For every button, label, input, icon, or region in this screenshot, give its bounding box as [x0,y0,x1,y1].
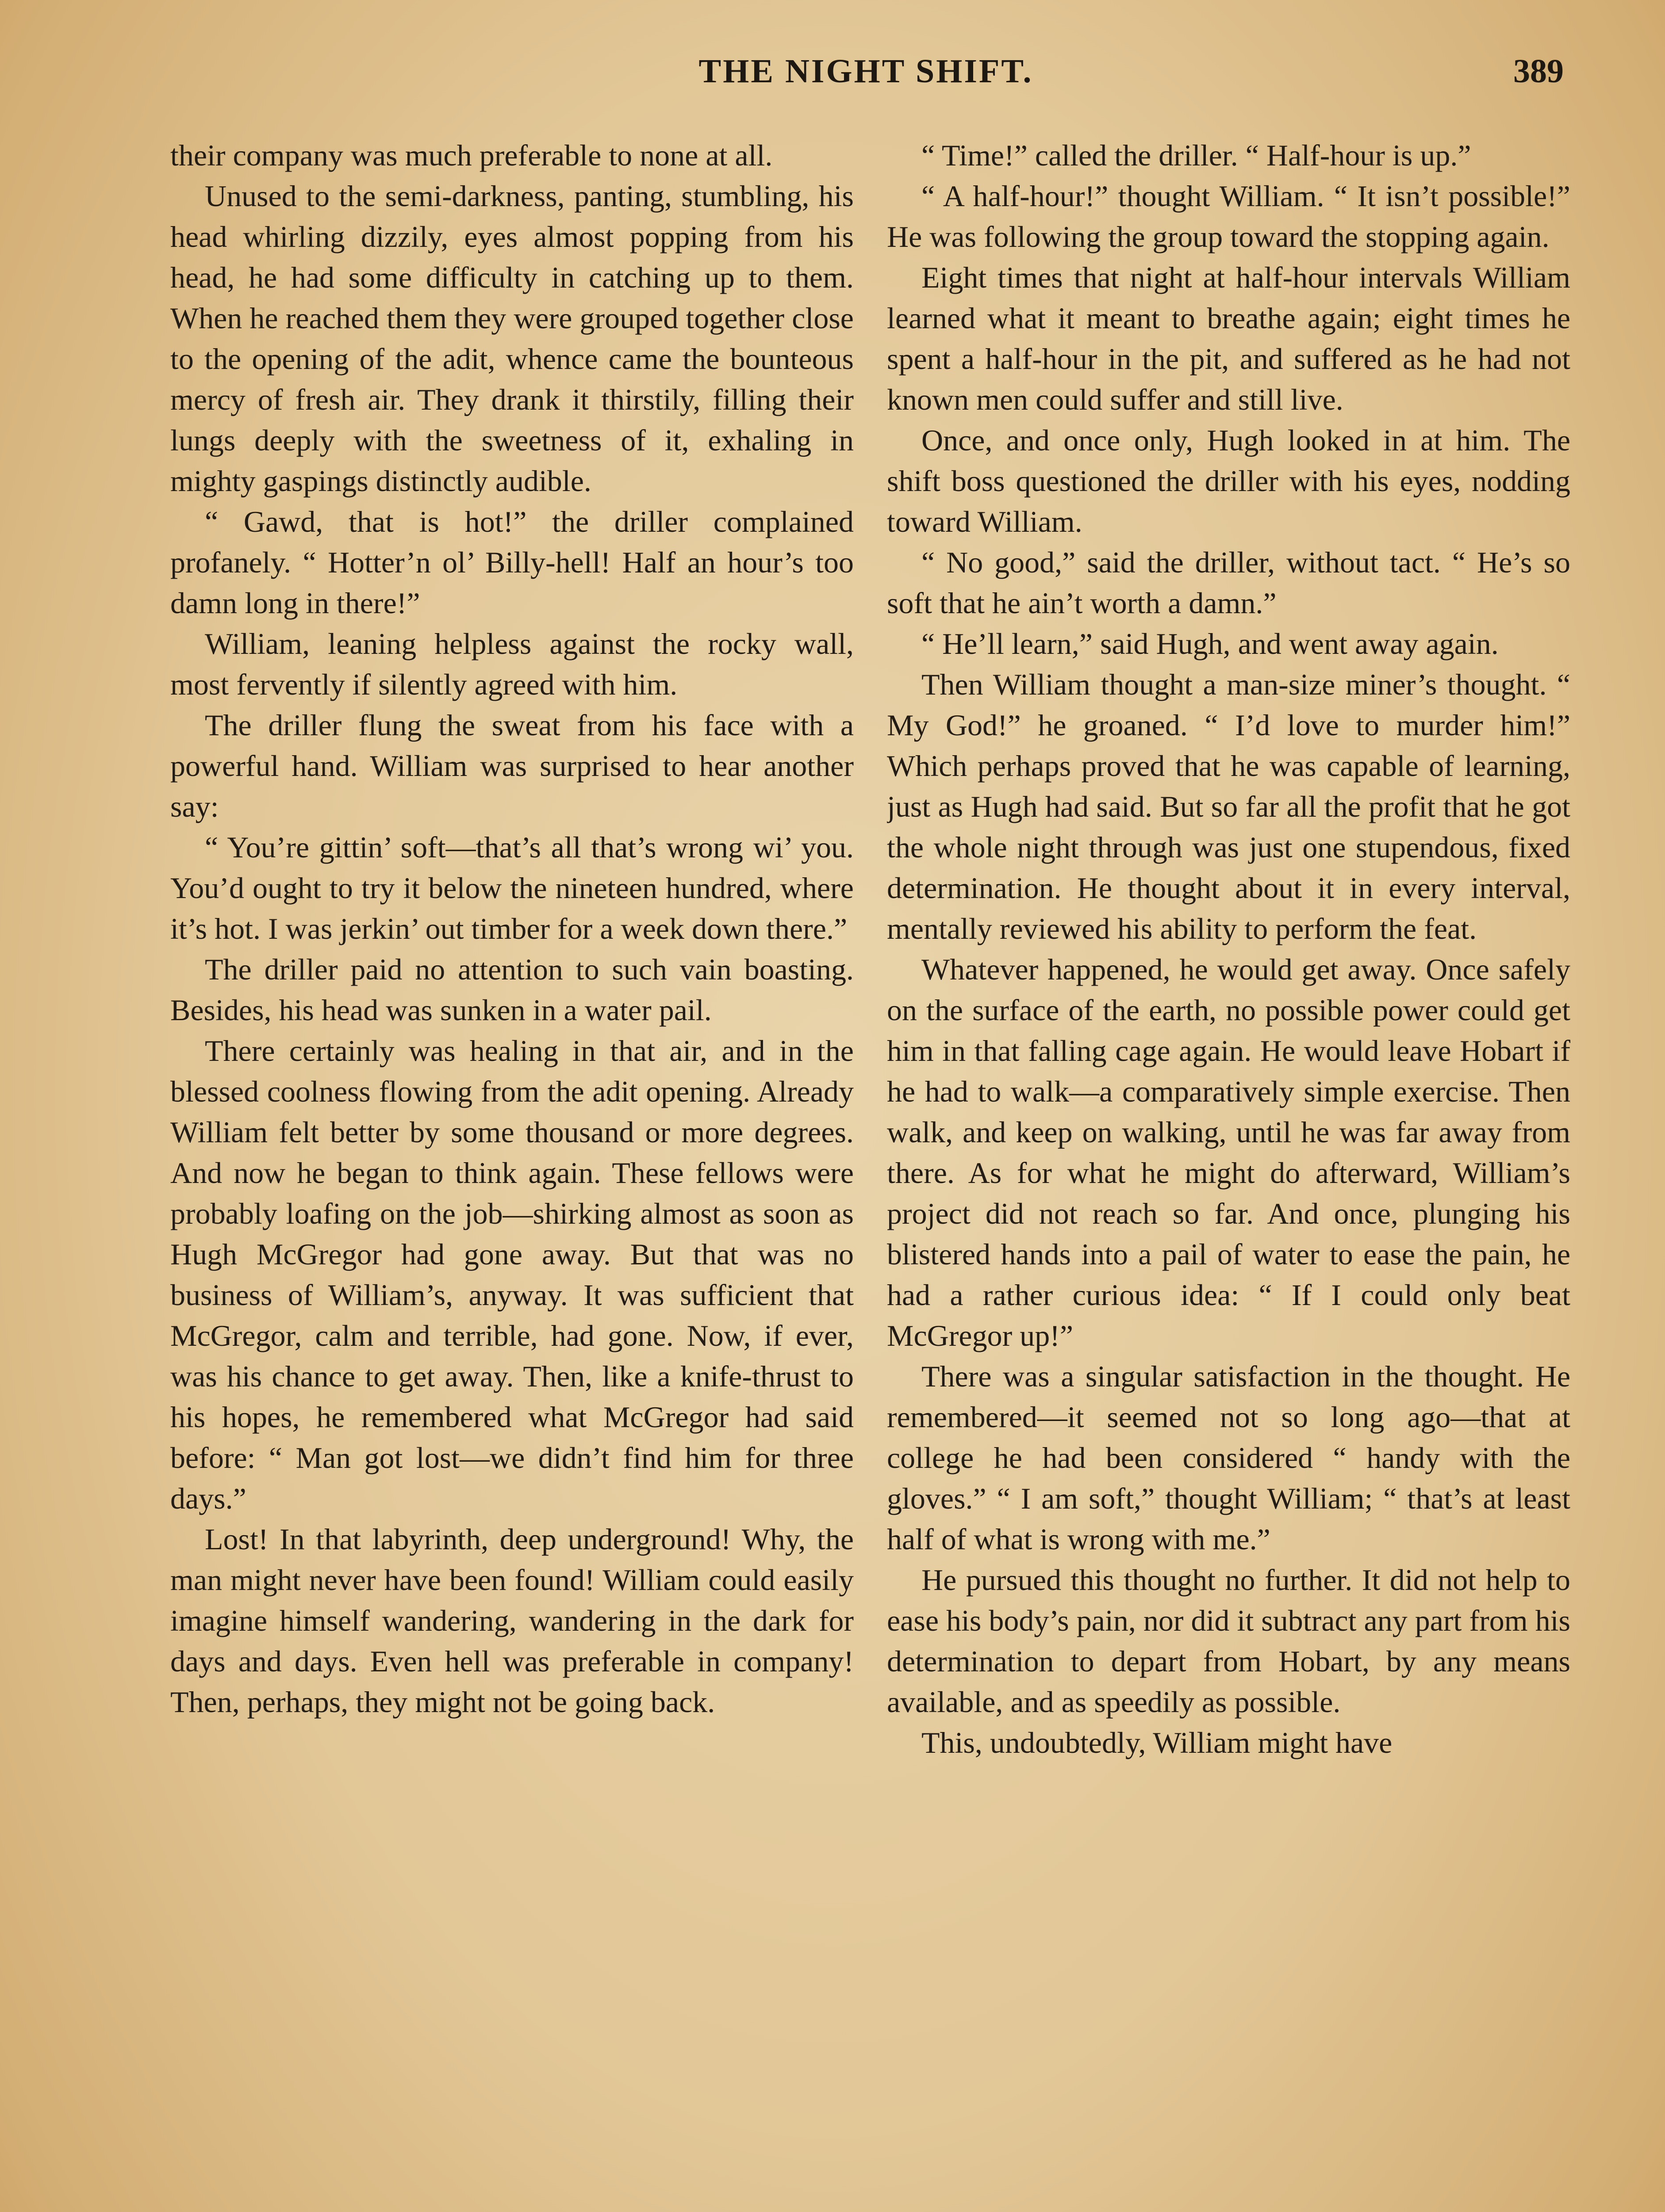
left-column [170,135,854,2212]
paragraph: “ You’re gittin’ soft—that’s all that’s wrong wi’ you. You’d ought to try it below the nineteen hundred, where it’s hot. I was jerkin’ out timber for a week down there.” [170,830,854,945]
paragraph: Whatever happened, he would get away. Once safely on the surface of the earth, no possible power could get him in that falling cage again. He would leave Hobart if he had to walk—a comparatively simple exercise. Then walk, and keep on walking, until he was far away from there. As for what he might do afterward, William’s project did not reach so far. And once, plunging his blistered hands into a pail of water to ease the pain, he had a rather curious idea: “ If I could only beat McGregor up!” [887,952,1570,1352]
paragraph: “ He’ll learn,” said Hugh, and went away again. [921,627,1499,661]
paragraph: “ Gawd, that is hot!” the driller complained profanely. “ Hotter’n ol’ Billy-hell! Half an hour’s too damn long in there!” [170,505,854,620]
paragraph: “ Time!” called the driller. “ Half-hour is up.” [921,138,1471,172]
right-column [887,135,1570,2212]
paragraph: There certainly was healing in that air, and in the blessed coolness flowing from the adit opening. Already William felt better by some thousand or more degrees. And now he began to think again. These fellows were probably loafing on the job—shirking almost as soon as Hugh McGregor had gone away. But that was no business of William’s, anyway. It was sufficient that McGregor, calm and terrible, had gone. Now, if ever, was his chance to get away. Then, like a knife-thrust to his hopes, he remembered what McGregor had said before: “ Man got lost—we didn’t find him for three days.” [170,1034,854,1515]
paragraph: “ A half-hour!” thought William. “ It isn’t possible!” He was following the group toward the stopping again. [887,179,1570,253]
paragraph: Once, and once only, Hugh looked in at him. The shift boss questioned the driller with his eyes, nodding toward William. [887,423,1570,538]
paragraph: There was a singular satisfaction in the thought. He remembered—it seemed not so long ago—that at college he had been considered “ handy with the gloves.” “ I am soft,” thought William; “ that’s at least half of what is wrong with me.” [887,1359,1570,1556]
paragraph: “ No good,” said the driller, without tact. “ He’s so soft that he ain’t worth a damn.” [887,545,1570,620]
page-number: 389 [1513,53,1564,90]
paragraph: The driller flung the sweat from his face with a powerful hand. William was surprised to hear another say: [170,708,854,823]
paragraph: Unused to the semi-darkness, panting, stumbling, his head whirling dizzily, eyes almost popping from his head, he had some difficulty in catching up to them. When he reached them they were grouped together close to the opening of the adit, whence came the bounteous mercy of fresh air. They drank it thirstily, filling their lungs deeply with the sweetness of it, exhaling in mighty gaspings distinctly audible. [170,179,854,498]
paragraph: This, undoubtedly, William might have [921,1726,1393,1759]
paragraph: Then William thought a man-size miner’s thought. “ My God!” he groaned. “ I’d love to murder him!” Which perhaps proved that he was capable of learning, just as Hugh had said. But so far all the profit that he got the whole night through was just one stupendous, fixed determination. He thought about it in every interval, mentally reviewed his ability to perform the feat. [887,668,1570,945]
paragraph: William, leaning helpless against the rocky wall, most fervently if silently agreed with him. [170,627,854,701]
running-title: THE NIGHT SHIFT. [698,53,1033,90]
paragraph: their company was much preferable to none at all. [170,138,773,172]
paragraph: The driller paid no attention to such vain boasting. Besides, his head was sunken in a water pail. [170,952,854,1027]
paragraph: Eight times that night at half-hour intervals William learned what it meant to breathe again; eight times he spent a half-hour in the pit, and suffered as he had not known men could suffer and still live. [887,261,1570,416]
page-header [168,52,1564,101]
paragraph: He pursued this thought no further. It did not help to ease his body’s pain, nor did it subtract any part from his determination to depart from Hobart, by any means available, and as speedily as possible. [887,1563,1570,1719]
paragraph: Lost! In that labyrinth, deep underground! Why, the man might never have been found! William could easily imagine himself wandering, wandering in the dark for days and days. Even hell was preferable in company! Then, perhaps, they might not be going back. [170,1522,854,1719]
